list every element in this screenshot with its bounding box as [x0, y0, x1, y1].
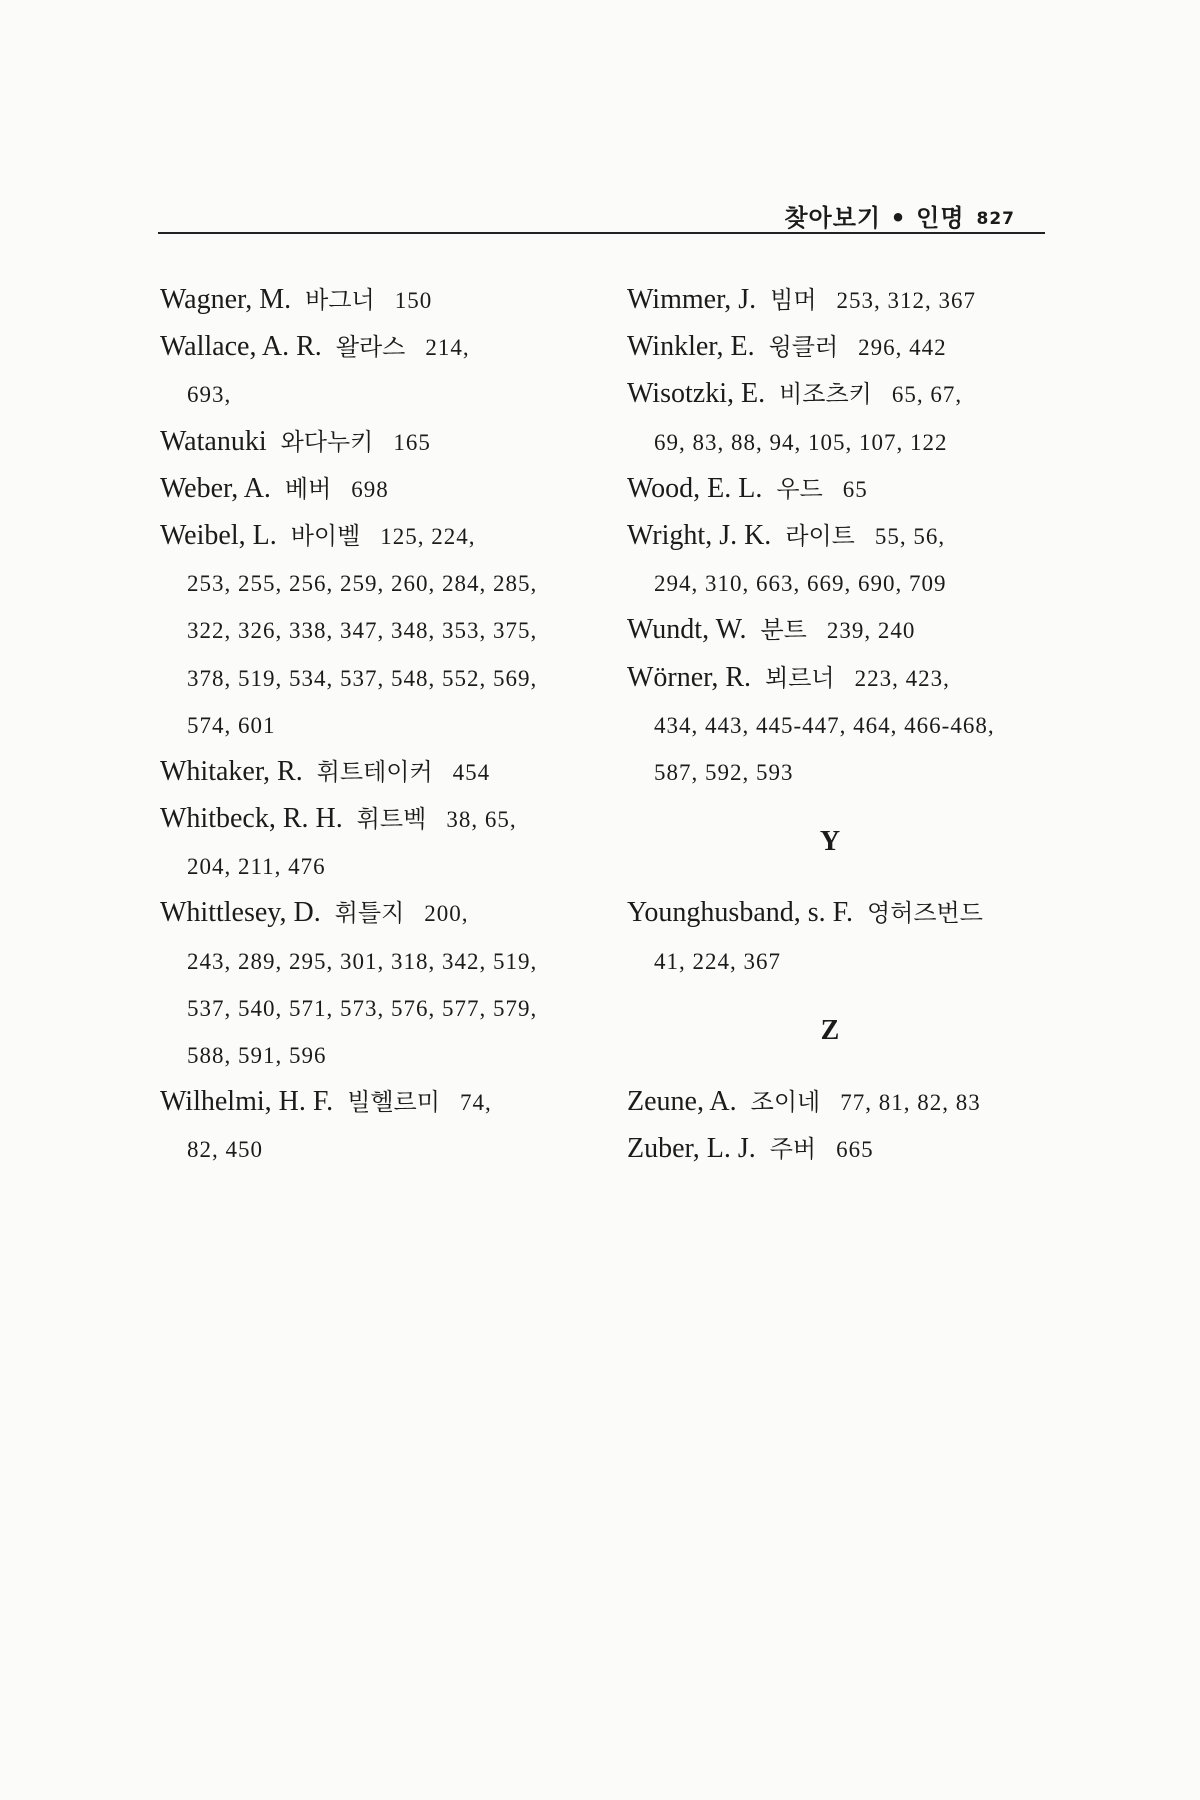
header-title: 찾아보기 • 인명	[784, 204, 965, 232]
person-name: Whitaker, R.	[160, 755, 303, 787]
page-refs: 434, 443, 445-447, 464, 466-468,	[654, 712, 995, 738]
index-entry	[160, 276, 590, 323]
page-refs: 200,	[424, 901, 469, 927]
index-entry-continuation	[160, 1031, 590, 1078]
korean-name: 와다누키	[280, 427, 374, 456]
index-entry	[160, 795, 590, 842]
page-refs: 253, 255, 256, 259, 260, 284, 285,	[187, 571, 538, 597]
page-refs: 82, 450	[187, 1137, 263, 1163]
person-name: Wisotzki, E.	[627, 378, 766, 410]
index-entry	[627, 465, 1057, 512]
index-entry-continuation	[160, 606, 590, 653]
index-entry	[627, 1078, 1057, 1125]
page-number: 827	[976, 209, 1015, 229]
korean-name: 빌헬르미	[347, 1088, 440, 1117]
page-refs: 296, 442	[858, 335, 947, 361]
person-name: Zeune, A.	[627, 1086, 737, 1118]
person-name: Zuber, L. J.	[627, 1133, 756, 1165]
index-entry	[160, 323, 590, 370]
person-name: Whitbeck, R. H.	[160, 803, 343, 835]
index-entry-continuation	[627, 701, 1057, 748]
page-refs: 77, 81, 82, 83	[840, 1090, 981, 1116]
index-entry	[627, 323, 1057, 370]
person-name: Wright, J. K.	[627, 519, 772, 551]
korean-name: 바이벨	[290, 521, 361, 550]
index-entry	[160, 418, 590, 465]
page-refs: 150	[394, 288, 433, 313]
korean-name: 뵈르너	[765, 663, 835, 692]
page-refs: 693,	[187, 382, 232, 408]
korean-name: 바그너	[305, 286, 375, 314]
person-name: Wagner, M.	[160, 284, 292, 315]
person-name: Younghusband, s. F.	[627, 897, 853, 929]
index-entry	[160, 465, 590, 512]
index-entry	[160, 1078, 590, 1125]
index-entry-continuation	[160, 701, 590, 748]
index-entry-continuation	[627, 418, 1057, 465]
index-entry-continuation	[160, 654, 590, 701]
index-entry	[160, 748, 590, 795]
page-refs: 125, 224,	[380, 523, 476, 549]
index-entry	[160, 512, 590, 559]
index-entry	[160, 889, 590, 936]
person-name: Wörner, R.	[627, 661, 752, 693]
page-refs: 65, 67,	[891, 382, 963, 408]
korean-name: 주버	[769, 1135, 817, 1164]
page-refs: 223, 423,	[854, 665, 950, 691]
page-refs: 55, 56,	[874, 523, 946, 549]
running-header	[784, 198, 1015, 233]
korean-name: 윙클러	[768, 333, 839, 362]
korean-name: 비조츠키	[779, 380, 872, 409]
page-refs: 214,	[425, 335, 470, 361]
index-entry-continuation	[160, 559, 590, 606]
page-refs: 588, 591, 596	[187, 1043, 327, 1068]
index-entry	[627, 606, 1057, 653]
index-entry-continuation	[160, 842, 590, 889]
person-name: Watanuki	[160, 425, 267, 457]
page-refs: 698	[351, 476, 389, 502]
page-header	[158, 196, 1045, 234]
index-entry-continuation	[160, 370, 590, 417]
index-entry	[627, 1125, 1057, 1172]
person-name: Weibel, L.	[160, 519, 277, 551]
person-name: Whittlesey, D.	[160, 897, 321, 929]
page-refs: 294, 310, 663, 669, 690, 709	[654, 571, 947, 597]
page-refs: 253, 312, 367	[836, 288, 977, 313]
index-entry	[627, 512, 1057, 559]
index-entry	[627, 889, 1057, 936]
page-refs: 38, 65,	[446, 807, 517, 833]
index-entry-continuation	[627, 559, 1057, 606]
person-name: Wundt, W.	[627, 614, 747, 646]
page-refs: 74,	[459, 1090, 492, 1116]
person-name: Wood, E. L.	[627, 472, 763, 504]
korean-name: 휘틀지	[334, 899, 405, 928]
index-column-left	[160, 276, 590, 1173]
page-refs: 537, 540, 571, 573, 576, 577, 579,	[187, 995, 538, 1021]
index-entry	[627, 654, 1057, 701]
index-entry-continuation	[627, 748, 1057, 795]
person-name: Weber, A.	[160, 472, 271, 504]
section-letter-heading: Y	[819, 826, 841, 858]
korean-name: 베버	[284, 474, 332, 503]
korean-name: 왈라스	[335, 333, 406, 362]
page-refs: 65	[842, 476, 868, 502]
page-refs: 165	[393, 429, 431, 455]
person-name: Wimmer, J.	[627, 284, 757, 315]
person-name: Wallace, A. R.	[160, 331, 322, 363]
page-refs: 69, 83, 88, 94, 105, 107, 122	[654, 429, 948, 455]
page-refs: 454	[452, 759, 491, 785]
korean-name: 분트	[760, 616, 807, 645]
page-refs: 322, 326, 338, 347, 348, 353, 375,	[187, 618, 538, 644]
page-refs: 378, 519, 534, 537, 548, 552, 569,	[187, 665, 538, 691]
index-entry-continuation	[160, 937, 590, 984]
index-column-right	[627, 276, 1057, 1173]
page-refs: 574, 601	[187, 712, 276, 738]
index-entry-continuation	[160, 1125, 590, 1172]
person-name: Wilhelmi, H. F.	[160, 1086, 334, 1118]
page-refs: 243, 289, 295, 301, 318, 342, 519,	[187, 948, 538, 974]
korean-name: 빔머	[770, 286, 817, 314]
page-refs: 587, 592, 593	[654, 759, 794, 785]
index-entry	[627, 370, 1057, 417]
korean-name: 영허즈번드	[866, 899, 983, 928]
index-entry-continuation	[627, 937, 1057, 984]
page-refs: 665	[836, 1137, 874, 1163]
korean-name: 조이네	[750, 1088, 821, 1117]
index-entry	[627, 276, 1057, 323]
section-letter-heading: Z	[820, 1014, 840, 1046]
person-name: Winkler, E.	[627, 331, 755, 363]
page-refs: 239, 240	[826, 618, 916, 644]
korean-name: 휘트벡	[356, 805, 427, 834]
index-entry-continuation	[160, 984, 590, 1031]
korean-name: 휘트테이커	[316, 757, 433, 786]
page-refs: 204, 211, 476	[187, 854, 326, 880]
korean-name: 우드	[776, 474, 823, 503]
korean-name: 라이트	[785, 521, 855, 550]
page-refs: 41, 224, 367	[654, 948, 781, 974]
